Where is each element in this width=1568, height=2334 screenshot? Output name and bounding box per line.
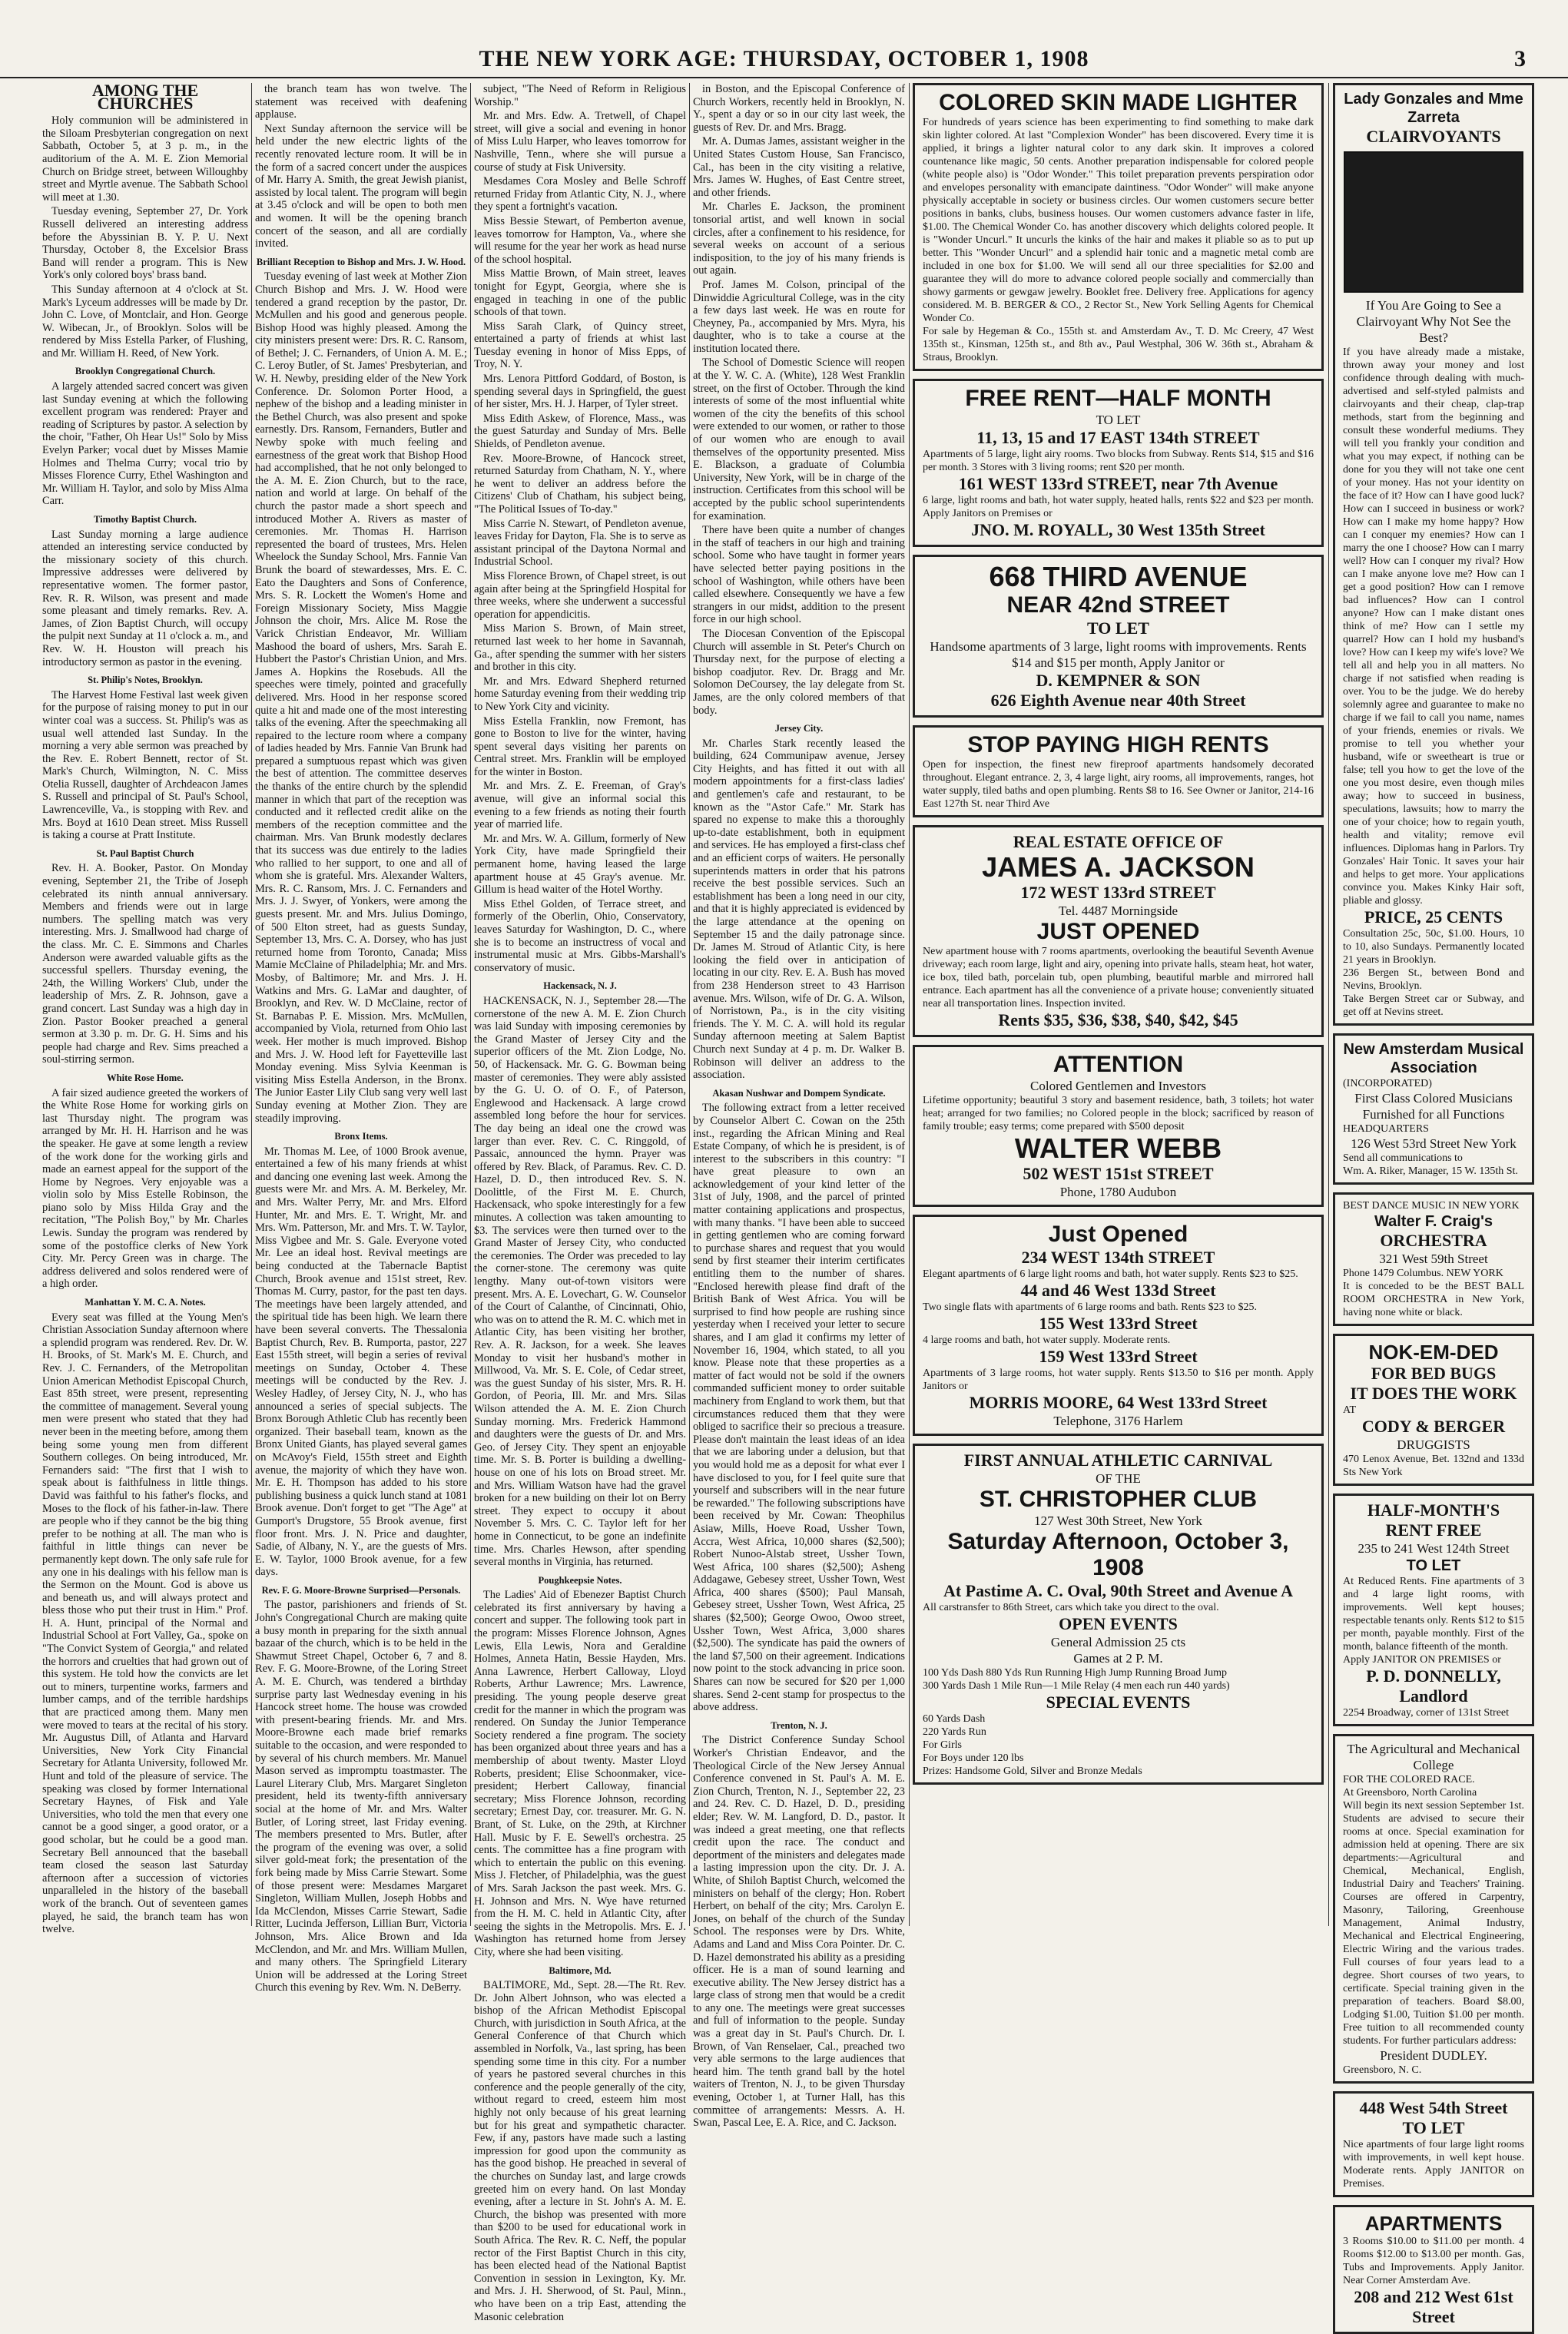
ad-headline: STOP PAYING HIGH RENTS xyxy=(967,732,1269,758)
article-body: A largely attended sacred concert was given last Sunday evening at which the following excellent program was rendered: Prayer and reading of Scriptures by pastor. A selection by the choir, "Father, Oh Hear Us!" Solo by Miss Evelyn Parker; vocal duet by Misses Mamie Holmes and Thelma Curry; vocal trio by Misses Florence Curry, Ethel Washington and Mr. William H. Taylor, and solo by Miss Alma Carr. xyxy=(42,380,248,508)
news-paragraph: Miss Carrie N. Stewart, of Pendleton avenue, leaves Friday for Dayton, Fla. She is to serve as assistant principal of the Daytona Normal and Industrial School. xyxy=(474,517,686,569)
article-body: A fair sized audience greeted the workers of the White Rose Home for working girls on last Thursday night. The program was arranged by Mr. H. H. Harrison and he was the speaker. He gave at some length a review of the work done for the working girls and made an earnest appeal for the support of the Home by Negroes. Very enjoyable was a violin solo by Miss Estelle Robinson, the piano solo by Miss Hilda Gray and the recitation, "The Polish Boy," by Mr. Charles Lewis. Sunday the program was rendered by some of the postoffice clerks of New York City. Mr. Percy Green was in charge. The address delivered and solos rendered were of a high order. xyxy=(42,1086,248,1291)
news-paragraph: Miss Estella Franklin, now Fremont, has gone to Boston to live for the winter, having spent several days visiting her parents on Central street. Mrs. Franklin will be employed for the winter in Boston. xyxy=(474,714,686,778)
ad-landlord: P. D. DONNELLY, Landlord xyxy=(1366,1666,1501,1706)
ad-agent: JNO. M. ROYALL, 30 West 135th Street xyxy=(971,520,1265,539)
article-body: Tuesday evening of last week at Mother Zion Church Bishop and Mrs. J. W. Hood were tendered a grand reception by the pastor, Dr. McMullen and his good and generous people. Bishop Hood was highly pleased. Among the city ministers present were: Drs. R. C. Ransom, of Bethel; J. C. Fernanders, of Union A. M. E.; C. Leroy Butler, of St. James' Presbyterian, and W. H. Newby, presiding elder of the New York Conference. Dr. Solomon Porter Hood, a nephew of the bishop and a leading minister in the Bethel Church, was also present and spoke earnestly. Drs. Ransom, Fernanders, Butler and Newby spoke with much feeling and earnestness of the great work that Bishop Hood had accomplished, that he not only belonged to the A. M. E. Zion Church, but to the race, nation and world at large. On behalf of the church the pastor made a short speech and introduced Mother A. Rivers as master of ceremonies. Mr. Thomas H. Harrison represented the board of trustees, Mrs. Helen Wheelock the Sunday School, Mrs. Fannie Van Brunk the board of stewardesses, Mrs. E. C. Eato the Daughters and Sons of Conference, Mrs. S. R. Lockett the Women's Home and Foreign Missionary Society, Miss Maggie Johnson the choir, Mrs. Alice M. Rose the Varick Christian Endeavor, Mr. William Mashood the board of ushers, Mrs. Sarah E. Hubbert the Pastor's Christian Union, and Mrs. James A. Hopkins the Rosebuds. All the speeches were timely, pointed and gracefully delivered. Mrs. Hood in her response scored quite a hit and made one of the most interesting talks of the evening. After the speechmaking all repaired to the lecture room where a company of ladies headed by Mrs. Fannie Van Brunk had prepared a sumptuous repast which was given the best of attention. The committee deserves the thanks of the entire church by the splendid manner in which that part of the reception was conducted and it reflected credit alike on the members of the reception committee and the chairman. Mrs. Van Brunk modestly declares that its success was due entirely to the ladies who rallied to her support, to one and all of whom she is grateful. Mrs. Alexander Walters, Mrs. R. C. Ransom, Mrs. J. C. Fernanders and Mrs. J. J. Swyer, of Yonkers, were among the guests present. Mr. and Mrs. Julius Domingo, of 500 Elton street, had as guests Sunday, September 13, Mrs. C. A. Dorsey, who has just returned home from Toronto, Canada; Miss Mamie McClaine of Philadelphia; Mr. and Mrs. Mosby, of Baltimore; Mr. and Mrs. J. H. Watkins and Mrs. G. LaMar and daughter, of Brooklyn, and Rev. W. D McClaine, rector of St. Barnabas P. E. Mission. Mrs. McMullen, accompanied by Viola, returned from Ohio last week. Her mother is much improved. Bishop and Mrs. J. W. Hood left for Fayetteville last Monday evening. Miss Sylvia Keenman is visiting Miss Estella Anderson, in the Bronx. The Junior Easter Lily Club sang very well last Sunday evening at Mother Zion. They are steadily improving. xyxy=(255,270,467,1125)
ad-headline: ATTENTION xyxy=(1053,1052,1184,1077)
column-5-ads xyxy=(913,83,1324,1926)
ad-contact: Wm. A. Riker, Manager, 15 W. 135th St. xyxy=(1343,1165,1518,1177)
ad-colored-skin xyxy=(913,83,1324,371)
news-paragraph: Mr. A. Dumas James, assistant weigher in the United States Custom House, San Francisco, Cal., has been in the city visiting a relative, Mrs. James W. Hughes, of East Centre street, and other friends. xyxy=(693,135,905,199)
news-paragraph: Holy communion will be administered in the Siloam Presbyterian congregation on next Sabbath, October 5, at 3 p. m., in the auditorium of the A. M. E. Zion Memorial Church on Bridge street, between Willoughby street and Myrtle avenue. The Sabbath School will meet at 1.30. xyxy=(42,114,248,204)
news-paragraph: This Sunday afternoon at 4 o'clock at St. Mark's Lyceum addresses will be made by Dr. John C. Love, of Montclair, and Hon. George W. Wibecan, Jr., of Brooklyn. Solos will be rendered by Miss Estella Parker, of Flushing, and Mr. William H. Reed, of New York. xyxy=(42,283,248,360)
ad-body: 4 large rooms and bath, hot water supply. Moderate rents. xyxy=(923,1334,1171,1346)
news-paragraph: Mr. Charles E. Jackson, the prominent tonsorial artist, and well known in social circles, after a confinement to his residence, for several weeks on account of a serious indisposition, to the joy of his many friends is out again. xyxy=(693,201,905,277)
article-heading: Jersey City. xyxy=(774,723,824,734)
ad-prizes: Prizes: Handsome Gold, Silver and Bronze Medals xyxy=(923,1765,1142,1777)
article-body: Every seat was filled at the Young Men's Christian Association Sunday afternoon where a splendid program was rendered. Rev. Dr. W. H. Brooks, of St. Mark's M. E. Church, and Rev. J. C. Fernanders, of the Metropolitan Union American Methodist Episcopal Church, East 85th street, were present, representing the committee of management. Several young men were present who stated that they had never been in the meeting before, among them being some young men from different Southern colleges. On being introduced, Mr. Fernanders said: "The first that I wish to speak about is faithfulness in little things. David was faithful to his father's flocks, and Moses to the flock of his father-in-law. There are people who if they cannot be the big thing prefer to be nothing at all. The man who is faithful in little things can never be permanently kept down. The only safe rule for any one in his dealings with his fellow man is the Sermon on the Mount. God is above us and beneath us, and will always protect and bless those who put their trust in Him." Prof. H. A. Hunt, principal of the Normal and Industrial School at Fort Valley, Ga., spoke on "The Convict System of Georgia," and related the horrors and cruelties that had grown out of this system. He told how the convicts are let out to miners, turpentine works, farmers and lumber camps, and of the terrible hardships that are practiced among them. Many men were moved to tears at the recital of his story. Mr. Augustus Dill, of Atlanta and Harvard Universities, New York City Financial Secretary for Atlanta University, followed Mr. Hunt and told of the pleasure of service. The speaking was closed by former International Secretary Haynes, of Fisk and Yale Universities, who told the men that every one cannot be a good singer, a good orator, or a good scholar, but he could be a good man. Secretary Bell announced that the baseball team closed the season last Saturday afternoon after a succession of victories unparalleled in the history of the baseball work of the branch. Out of seventeen games played, he said, the branch team has won twelve. xyxy=(42,1311,248,1936)
ad-seller: CODY & BERGER xyxy=(1361,1417,1506,1436)
ad-telephone: Tel. 4487 Morningside xyxy=(1058,903,1178,918)
ad-body: It is conceded to be the BEST BALL ROOM ORCHESTRA in New York, having none white or black. xyxy=(1343,1281,1524,1318)
article-body: The District Conference Sunday School Worker's Christian Endeavor, and the Theological Circle of the New Jersey Annual Conference convened in St. Paul's A. M. E. Zion Church, Trenton, N. J., September 22, 23 and 24. Rev. C. D. Hazel, D. D., presiding elder; Rev. W. M. Langford, D. D., pastor. It was indeed a great meeting, one that reflects credit upon the race. The conduct and deportment of the ministers and delegates made a lasting impression upon the city. Dr. J. A. White, of Shiloh Baptist Church, welcomed the ministers on behalf of the clergy; Hon. Robert Herbert, on behalf of the city; Mrs. Carolyn E. Jones, on behalf of the church of the Sunday School. The responses were by Drs. White, Adams and Land and Miss Cora Pointer. Dr. C. D. Hazel demonstrated his ability as a presiding officer. He is a man of sound learning and executive ability. The New Jersey district has a large class of strong men that would be a credit to any one. The meetings were great successes and full of information to the people. Sunday was a great day in St. Paul's Church. Dr. I. Brown, of Van Renselaer, Cal., preached two very able sermons to the large audiences that heard him. The tenth grand ball by the hotel waiters of Trenton, N. J., to be given Thursday evening, October 1, at Turner Hall, has this committee of arrangements: Messrs. A. H. Swan, Pascal Lee, E. A. Rice, and C. Jackson. xyxy=(693,1734,905,2130)
newspaper-title: THE NEW YORK AGE: THURSDAY, OCTOBER 1, 1908 xyxy=(479,46,1089,71)
ad-lead: If You Are Going to See a Clairvoyant Why Not See the Best? xyxy=(1356,298,1511,345)
ad-subhead: NEAR 42nd STREET xyxy=(1006,592,1230,618)
ad-subhead: CLAIRVOYANTS xyxy=(1366,127,1501,146)
article-heading: Bronx Items. xyxy=(334,1131,388,1142)
article-body: BALTIMORE, Md., Sept. 28.—The Rt. Rev. Dr. John Albert Johnson, who was elected a bishop of the African Methodist Episcopal Church, with jurisdiction in South Africa, at the General Conference of that Church which assembled in Norfolk, Va., last spring, has been spending some time in this city. For a number of years he pastored several churches in this conference and the people generally of the city, without regard to creed, esteem him most highly not only because of his great learning but for his great and sympathetic character. Few, if any, pastors have made such a lasting impression for good upon the community as has the good bishop. He preached in several of the churches on Sunday last, and large crowds greeted him on every hand. On last Monday evening, after a lecture in St. John's A. M. E. Church, the bishop was presented with more than $200 to be used for educational work in South Africa. The Rev. R. C. Neff, the popular rector of the First Baptist Church in this city, has been elected head of the National Baptist Convention in session in Lexington, Ky. Mr. and Mrs. J. H. Sherwood, of St. Paul, Minn., who have been on a trip East, attending the Masonic celebration xyxy=(474,1979,686,2323)
ad-location: At Greensboro, North Carolina xyxy=(1343,1787,1477,1799)
ad-to-let: TO LET xyxy=(1406,1557,1461,1574)
ad-president: President DUDLEY. xyxy=(1380,2048,1487,2063)
news-paragraph: Miss Edith Askew, of Florence, Mass., was the guest Saturday and Sunday of Mrs. Belle Shields, of Pendleton avenue. xyxy=(474,412,686,451)
ad-craig-orchestra xyxy=(1333,1192,1534,1326)
news-paragraph: Miss Sarah Clark, of Quincy street, entertained a party of friends at whist last Tuesday evening in honor of Miss Epps, of Troy, N. Y. xyxy=(474,320,686,371)
ad-telephone: Phone 1479 Columbus. NEW YORK xyxy=(1343,1268,1503,1279)
ad-headline: JAMES A. JACKSON xyxy=(982,851,1255,883)
ad-address: 44 and 46 West 133d Street xyxy=(1020,1281,1216,1300)
news-paragraph: Next Sunday afternoon the service will be held under the new electric lights of the recently renovated lecture room. It will be in the form of a sacred concert under the auspices of Mr. Harry A. Smith, the great Jewish pianist, assisted by local talent. The program will begin at 3.45 o'clock and will be open to both men and women. It will be the opening branch concert of the season, and all are cordially invited. xyxy=(255,122,467,250)
ad-event-item: 60 Yards Dash xyxy=(923,1713,986,1725)
article-heading: Poughkeepsie Notes. xyxy=(538,1574,622,1586)
news-paragraph: Mr. and Mrs. Edw. A. Tretwell, of Chapel street, will give a social and evening in honor of Miss Lulu Harper, who leaves tomorrow for Nashville, Tenn., where she will pursue a course of study at Fisk University. xyxy=(474,110,686,174)
ad-to-let: TO LET xyxy=(1087,618,1149,638)
article-heading: Brooklyn Congregational Church. xyxy=(75,366,216,377)
ad-tagline: IT DOES THE WORK xyxy=(1350,1384,1517,1403)
ad-subhead: TO LET xyxy=(1096,413,1141,427)
article-body: The pastor, parishioners and friends of St. John's Congregational Church are making quite a busy month in preparing for the sixth annual bazaar of the church, which is to be held in the Shawmut Street Chapel, October 6, 7 and 8. Rev. F. G. Moore-Browne, of the Loring Street A. M. E. Church, was tendered a birthday surprise party last Wednesday evening in his Hancock street home. The house was crowded with present-bearing friends. Mr. and Mrs. Moore-Browne each made brief remarks suitable to the occasion, and were responded to by several of his church members. Mr. Manuel Mason served as impromptu toastmaster. The Laurel Literary Club, Mrs. Margaret Singleton president, held its twenty-fifth anniversary social at the home of Mr. and Mrs. Walter Butler, of Loring street, last Friday evening. The members presented to Mrs. Butler, after the program of the evening was over, a solid silver gold-meat fork; the presentation of the fork being made by Miss Carrie Stewart. Some of those present were: Mesdames Margaret Singleton, William Mullen, Joseph Hobbs and Ida McClendon, Misses Carrie Stewart, Sadie Ritter, Lucinda Jefferson, Lillian Burr, Victoria Johnson, Mrs. Alice Brown and Ida McClendon, and Mr. and Mrs. William Mullen, and many others. The Springfield Literary Union will be addressed at the Loring Street Church this evening by Rev. Wm. N. DeBerry. xyxy=(255,1599,467,1994)
ad-address: 155 West 133rd Street xyxy=(1039,1314,1198,1333)
news-paragraph: Mrs. Lenora Pittford Goddard, of Boston, is spending several days in Springfield, the guest of her sister, Mrs. H. J. Harper, of Tyler street. xyxy=(474,373,686,411)
article-body: The following extract from a letter received by Counselor Albert C. Cowan on the 25th inst., regarding the African Mining and Real Estate Company, of which he is president, is of interest to the subscribers in this country: "I have great pleasure to own an acknowledgement of your kind letter of the 31st of July, 1908, and the parcel of printed matter containing applications and prospectus, with many thanks. "I have been able to succeed in getting gentlemen who are coming forward to purchase shares and request that you would send by first steamer their interim certificates entitling them to the number of shares. "Enclosed herewith please find draft of the British Bank of West Africa. You will be surprised to find how people are rushing since yesterday when I received your letter to secure shares, and I am glad it confirms my letter of November 16, 1904, which stated, to all you know. Please note that these properties as a matter of fact would not be sold if the owners commanded sufficient money to order suitable machinery from England to work them, but that circumstances reduced them that they were obliged to sacrifice their so precious a treasure. Please don't maintain the least ideas of an idea that we are laboring under a delusion, but that you would hold me as a deposit for what ever I have disclosed to you, for I feel quite sure that yourself and subscribers will in the near future be rewarded." The following subscriptions have been received by Mr. Cowan: Theophilus Asiaw, Mills, Hoeve Road, Ussher Town, Accra, West Africa, 10,000 shares ($2,500); Robert Nunoo-Alstab street, Ussher Town, West Africa, 100 shares ($2,500); Asheng Addagawe, Gebesey street, Ussher Town, West Africa, 400 shares ($500); Paul Mansah, Gebesey street, Ussher Town, West Africa, 25 shares ($2,500); George Owoo, Owoo street, Ussher Town, West Africa, 3,000 shares ($2,500). The syndicate has paid the owners of the land $7,500 on their agreement. Indications now point to the stock advancing in price soon. Shares can now be secured for $20 per 1,000 shares. Send 2-cent stamp for prospectus to the above address. xyxy=(693,1102,905,1714)
news-paragraph: The Diocesan Convention of the Episcopal Church will assemble in St. Peter's Church on Thursday next, for the purpose of electing a bishop coadjutor. Rev. Dr. Bragg and Mr. Solomon DeCoursey, the lay delegate from St. James, are the only colored members of that body. xyxy=(693,627,905,717)
ad-rents: Rents $35, $36, $38, $40, $42, $45 xyxy=(998,1010,1238,1029)
ad-headline: FIRST ANNUAL ATHLETIC CARNIVAL xyxy=(963,1450,1273,1470)
article-body: Last Sunday morning a large audience attended an interesting service conducted by the missionary society of this church. Impressive addresses were delivered by representative women. The former pastor, Rev. R. R. Wilson, was present and made some pleasant and timely remarks. Rev. A. James, of Zion Baptist Church, will occupy the pulpit next Sunday at 11 o'clock a. m., and Rev. W. H. Houston will preach his introductory sermon as pastor in the evening. xyxy=(42,528,248,668)
ad-address: 626 Eighth Avenue near 40th Street xyxy=(990,691,1246,710)
column-rule xyxy=(251,83,252,1926)
ad-body: First Class Colored Musicians Furnished for all Functions xyxy=(1354,1091,1513,1122)
ad-headline: NOK-EM-DED xyxy=(1368,1341,1499,1364)
news-paragraph: Mr. and Mrs. Edward Shepherd returned home Saturday evening from their wedding trip to New York City and vicinity. xyxy=(474,675,686,713)
ad-footer: For sale by Hegeman & Co., 155th st. and Amsterdam Av., T. D. Mc Creery, 47 West 135th st., Kinsman, 125th st., and 8th av., Paul Westphal, 306 W. 36th st., Abraham & Straus, Brooklyn. xyxy=(923,326,1314,363)
ad-of: OF THE xyxy=(1096,1471,1141,1486)
ad-body: All carstransfer to 86th Street, cars which take you direct to the oval. xyxy=(923,1602,1219,1613)
ad-consultation: Consultation 25c, 50c, $1.00. Hours, 10 to 10, also Sundays. Permanently located 21 years in Brooklyn. xyxy=(1343,928,1524,966)
ad-moore xyxy=(913,1215,1324,1436)
ad-jackson xyxy=(913,825,1324,1037)
article-body: The Harvest Home Festival last week given for the purpose of raising money to put in our winter coal was a success. St. Philip's was as usual well attended last Sunday. In the morning a very able sermon was preached by the Rev. E. Robert Bennett, rector of St. Mark's Church, Wilmington, N. C. Miss Otelia Russell, daughter of Archdeacon James S. Russell and principal of St. Paul's School, Lawrenceville, Va., is stopping with Rev. and Mrs. Boyd at 1610 Dean street. Miss Russell is taking a course at Pratt Institute. xyxy=(42,688,248,842)
ad-address: 470 Lenox Avenue, Bet. 132nd and 133d Sts New York xyxy=(1343,1454,1524,1478)
column-rule xyxy=(1328,83,1329,1926)
article-heading: Rev. F. G. Moore-Browne Surprised—Personals. xyxy=(261,1584,461,1596)
ad-kind: DRUGGISTS xyxy=(1397,1437,1470,1452)
ad-telephone: Telephone, 3176 Harlem xyxy=(1053,1414,1183,1428)
ad-headline: Walter F. Craig's xyxy=(1374,1213,1493,1230)
ad-body: Lifetime opportunity; beautiful 3 story and basement residence, bath, 3 toilets; hot water heat; arranged for two families; no Colored people in the block; sacrificed by reason of family trouble; easy terms; come prepared with $500 deposit xyxy=(923,1095,1314,1132)
news-paragraph: Miss Florence Brown, of Chapel street, is out again after being at the Springfield Hospital for three weeks, where she underwent a successful operation for appendicitis. xyxy=(474,569,686,621)
article-heading: Baltimore, Md. xyxy=(549,1964,612,1976)
ad-at: AT xyxy=(1343,1404,1357,1416)
ad-body: Will begin its next session September 1st. Students are advised to secure their rooms at once. Special examination for admission held at opening. There are six departments:—Agricultural and Chemical, Mechanical, English, Industrial Dairy and Teachers' Training. Courses are offered in Carpentry, Masonry, Tailoring, Greenhouse Management, Animal Industry, Mechanical and Electrical Engineering, Electric Wiring and the various trades. Full courses of four years lead to a degree. Short courses of two years, to certificate. Special training given in the preparation of teachers. Board $8.00, Lodging $1.00, Tuition $1.00 per month. Free tuition to all recommended county students. For further particulars address: xyxy=(1343,1800,1524,2047)
ad-headline: Just Opened xyxy=(1048,1222,1188,1247)
ad-body: If you have already made a mistake, thrown away your money and lost confidence through dealing with much-advertised and self-styled palmists and clairvoyants and their cheap, clap-trap methods, start from the beginning and consult these wonderful mediums. They will tell you frankly your condition and what you may expect, if nothing can be done for you they will not take one cent of your money. Has not your identity on the face of it? How can I have good luck? How can I succeed in business or work? How can I make my home happy? How can I conquer my enemies? How can I marry the one I choose? How can I marry well? How can I conquer my rival? How can I make anyone love me? How can I get a good position? How can I remove bad influences? How can I control anyone? How can I make distant ones think of me? How can I settle my quarrel? How can I hold my husband's love? How can I keep my wife's love? We tell all and help you in all matters. No charge if not satisfied when reading is over. You to be the judge. We do hereby solemnly agree and guarantee to make no charge if we fail to call you name, names of your friends, enemies or rivals. We promise to tell you whether your husband, wife or sweetheart is true or false; tell you how to get the love of the one you most desire, even though miles away; how to succeed in business, speculations, lawsuits; how to marry the one of your choice; how to regain youth, health and vitality; remove evil influences. Diplomas hang in Parlors. Try Gonzales' Hair Tonic. It saves your hair and helps to get more. Your applications convince you. Makes Kinky Hair soft, pliable and glossy. xyxy=(1343,346,1524,907)
ad-subhead: FOR THE COLORED RACE. xyxy=(1343,1774,1475,1785)
article-heading: Akasan Nushwar and Dompem Syndicate. xyxy=(712,1087,886,1099)
ad-body: New apartment house with 7 rooms apartments, overlooking the beautiful Seventh Avenue driveway; each room large, light and airy, opening into private halls, steam heat, hot water, ice box, tiled bath, porcelain tub, open plumbing, beautiful marble and mirrored hall entrance. Each apartment has all the convenience of a private house; conveniently situated near all transportation lines. Inspection invited. xyxy=(923,946,1314,1010)
ad-event-note: For Girls xyxy=(923,1739,962,1751)
ad-note: Send all communications to xyxy=(1343,1152,1463,1164)
ad-headline: Lady Gonzales and Mme Zarreta xyxy=(1344,91,1523,126)
ad-carnival xyxy=(913,1444,1324,1785)
article-heading: Brilliant Reception to Bishop and Mrs. J. W. Hood. xyxy=(256,256,466,267)
ad-body: Handsome apartments of 3 large, light rooms with improvements. Rents $14 and $15 per month, Apply Janitor or xyxy=(930,639,1307,670)
article-heading: St. Philip's Notes, Brooklyn. xyxy=(88,675,203,686)
ad-directions: Take Bergen Street car or Subway, and get off at Nevins street. xyxy=(1343,993,1524,1018)
column-rule xyxy=(689,83,690,1926)
column-rule xyxy=(470,83,471,1926)
news-paragraph: Miss Marion S. Brown, of Main street, returned last week to her home in Savannah, Ga., after spending the summer with her sisters and brother in this city. xyxy=(474,622,686,674)
ad-nokemded xyxy=(1333,1334,1534,1486)
ad-headline: FREE RENT—HALF MONTH xyxy=(965,386,1271,411)
ad-landlord-address: 2254 Broadway, corner of 131st Street xyxy=(1343,1707,1510,1719)
ad-headline: 448 West 54th Street xyxy=(1359,2098,1508,2117)
ad-address: 321 West 59th Street xyxy=(1379,1252,1488,1266)
news-paragraph: The School of Domestic Science will reopen at the Y. W. C. A. (White), 128 West Franklin street, on the first of October. Through the kind interests of some of the most influential white women of the city the benefits of this school were extended to our women, or rather to those of our women who are enough to avail themselves of the opportunity presented. Miss E. Blackson, a graduate of Columbia University, New York, will be in charge of the instruction. Certificates from this school will be accepted by the public school superintendents for examination. xyxy=(693,356,905,522)
news-paragraph: Miss Bessie Stewart, of Pemberton avenue, leaves tomorrow for Hampton, Va., where she will resume for the year her work as head nurse of the school hospital. xyxy=(474,214,686,266)
ad-stop-paying xyxy=(913,725,1324,817)
ad-headline: 668 THIRD AVENUE xyxy=(989,561,1248,592)
article-heading: Manhattan Y. M. C. A. Notes. xyxy=(85,1297,206,1308)
article-heading: Timothy Baptist Church. xyxy=(94,514,197,525)
ad-free-rent xyxy=(913,379,1324,547)
ad-events: 300 Yards Dash 1 Mile Run—1 Mile Relay (4 men each run 440 yards) xyxy=(923,1680,1230,1692)
ad-hq: HEADQUARTERS xyxy=(1343,1123,1429,1135)
column-3 xyxy=(474,83,686,2323)
section-heading: AMONG THE CHURCHES xyxy=(91,81,199,113)
article-heading: Trenton, N. J. xyxy=(771,1719,827,1731)
news-paragraph: There have been quite a number of changes in the staff of teachers in our high and training school. Some who have taught in former years have selected better paying positions in the school of Washington, while others have been called elsewhere. Consequently we have a few strangers in our midst, addition to the present force in our high school. xyxy=(693,524,905,626)
ad-telephone: Phone, 1780 Audubon xyxy=(1059,1185,1177,1199)
ad-webb xyxy=(913,1045,1324,1207)
ad-place: At Pastime A. C. Oval, 90th Street and Avenue A xyxy=(943,1581,1294,1600)
ad-body: Nice apartments of four large light rooms with improvements, in well kept house. Moderate rents. Apply JANITOR on Premises. xyxy=(1343,2139,1524,2190)
ad-incorporated: (INCORPORATED) xyxy=(1343,1078,1432,1089)
news-paragraph: the branch team has won twelve. The statement was received with deafening applause. xyxy=(255,83,467,121)
ad-address: 159 West 133rd Street xyxy=(1039,1347,1198,1366)
ad-headline: New Amsterdam Musical Association xyxy=(1343,1041,1524,1076)
ad-events: 100 Yds Dash 880 Yds Run Running High Jump Running Broad Jump xyxy=(923,1667,1228,1679)
ad-place: Greensboro, N. C. xyxy=(1343,2064,1422,2076)
ad-address: 172 WEST 133rd STREET xyxy=(1020,883,1216,902)
column-4 xyxy=(693,83,905,2130)
ad-body: Apartments of 5 large, light airy rooms. Two blocks from Subway. Rents $14, $15 and $16 per month. 3 Stores with 3 living rooms; rent $20 per month. xyxy=(923,449,1314,473)
ad-event-item: 220 Yards Run xyxy=(923,1726,986,1738)
ad-address: 234 WEST 134th STREET xyxy=(1021,1248,1215,1267)
ad-date: Saturday Afternoon, October 3, 1908 xyxy=(947,1529,1289,1580)
column-6-ads xyxy=(1333,83,1534,2326)
news-paragraph: Miss Mattie Brown, of Main street, leaves tonight for Egypt, Georgia, where she is engaged in teaching in one of the public schools of that town. xyxy=(474,267,686,319)
ad-address: 161 WEST 133rd STREET, near 7th Avenue xyxy=(958,474,1278,493)
ad-body: Two single flats with apartments of 6 large rooms and bath. Rents $23 to $25. xyxy=(923,1301,1258,1313)
masthead xyxy=(0,46,1568,78)
ad-headline: HALF-MONTH'S RENT FREE xyxy=(1367,1500,1500,1540)
ad-body: Apartments of 3 large rooms, hot water supply. Rents $13.50 to $16 per month. Apply Janitors or xyxy=(923,1368,1314,1392)
ad-body: For hundreds of years science has been experimenting to find something to make dark skin lighter colored. At last "Complexion Wonder" has been discovered. Every time it is applied, it brings a lighter natural color to any dark skin. It improves a colored countenance like magic, 50 cents. Another preparation indispensable for colored people (white people also) is "Odor Wonder." This toilet preparation prevents perspiration odor and envelopes personality with emancipate daintiness. "Odor Wonder" will make anyone physically acceptable in society or business circles. Our women customers secure better positions in banks, clubs, business houses. Our women customers advance faster in life, $1.00. The Chemical Wonder Co. has another discovery which delights colored people. It is "Wonder Uncurl." It uncurls the kinks of the hair and makes it pliable so as to put up better. This "Wonder Uncurl" and a splendid hair tonic and a magnetic metal comb are included in one box for $1.00. We will send all our three specialities for $2.00 and guarantee they will do more to advance colored people socially and commercially than showy garments or gewgaw jewelry. Booklet free. Delivery free. Applications for agency considered. M. B. BERGER & CO., 2 Rector St., New York Selling Agents for Chemical Wonder Co. xyxy=(923,117,1314,324)
ad-games-time: Games at 2 P. M. xyxy=(1073,1651,1163,1666)
article-heading: St. Paul Baptist Church xyxy=(96,847,194,859)
ad-body: 6 large, light rooms and bath, hot water supply, heated halls, rents $22 and $23 per month. Apply Janitors on Premises or xyxy=(923,495,1314,519)
ad-clairvoyants xyxy=(1333,83,1534,1026)
article-body: Rev. H. A. Booker, Pastor. On Monday evening, September 21, the Tribe of Joseph celebrated its ninth annual anniversary. Members and friends were out in large numbers. The spelling match was very interesting. Mrs. J. Smallwood had charge of the class. Mr. C. E. Simmons and Charles Anderson were awarded valuable gifts as the successful spellers. Thursday evening, the 24th, the Willing Workers' Club, under the leadership of Mrs. Z. R. Johnson, gave a grand concert. Last Sunday was a high day in Zion. Pastor Booker preached a general sermon at 3.30 p. m. Dr. G. H. Sims and his people had charge and Rev. Sims preached a soul-stirring sermon. xyxy=(42,862,248,1066)
ad-to-let: TO LET xyxy=(1402,2118,1465,2137)
article-body: Mr. Charles Stark recently leased the building, 624 Communipaw avenue, Jersey City Heights, and has fitted it out with all modern appointments for a first-class ladies' and gentlemen's cafe and restaurant, to be known as the "Astor Cafe." Mr. Stark has spared no expense to make this a thoroughly up-to-date establishment, both in equipment and services. He has employed a first-class chef and an efficient corps of waiters. He personally superintends matters in order that his patrons receive the best possible services. Such an establishment has been a long need in our city, and that it is highly appreciated is evidenced by the large attendance at the opening on September 15 and the daily patronage since. Dr. James M. Stroud of Atlantic City, is here looking the field over in anticipation of locating in our city. Rev. E. A. Bush has moved from 238 Henderson street to 43 Harrison avenue. Mrs. Wilson, wife of Dr. G. A. Wilson, of Norristown, Pa., is in the city visiting friends. The Y. M. C. A. will hold its regular Sunday afternoon meeting at Salem Baptist Church next Sunday at 4 p. m. Dr. Walker B. Robinson will deliver an address to the association. xyxy=(693,737,905,1082)
ad-body: 3 Rooms $10.00 to $11.00 per month. 4 Rooms $12.00 to $13.00 per month. Gas, Tubs and Improvements. Apply Janitor. Near Corner Amsterdam Ave. xyxy=(1343,2236,1524,2286)
ad-event-note: For Boys under 120 lbs xyxy=(923,1752,1024,1764)
article-body: HACKENSACK, N. J., September 28.—The cornerstone of the new A. M. E. Zion Church was laid Sunday with imposing ceremonies by the Grand Master of Jersey City and the superior officers of the Mt. Zion Lodge, No. 50, of Hackensack. Mr. G. G. Bowman being master of ceremonies. They were ably assisted by the G. U. O. of O. F., of Paterson, Englewood and Hackensack. A large crowd assembled long before the hour for services. The day being an ideal one the crowd was larger than ever. Rev. C. C. Ringgold, of Passaic, announced the hymn. Prayer was offered by Rev. Black, of Paramus. Rev. C. D. Hazel, D. D., then introduced Rev. S. N. Doolittle, of the First M. E. Church, Hackensack, who spoke interestingly for a few minutes. A collection was taken amounting to $3. The services were then turned over to the Grand Master of Jersey City, who conducted the ceremonies. The Order was preceded to lay the corner-stone. The ceremony was quite lengthy. Many out-of-town visitors were present. Mrs. A. E. Lovechart, G. W. Counselor of the Court of Calanthe, of Cincinnati, Ohio, who was on to attend the R. M. C. which met in Atlantic City, has been visiting her brother, Rev. A. R. Jackson, for a week. She leaves Monday to visit her husband's mother in Millwood, Va. Mr. S. E. Cole, of Cedar street, was the guest Sunday of his sister, Mrs. R. H. Gordon, of Peoria, Ill. Mr. and Mrs. Silas Wilson attended the A. M. E. Zion Church Sunday morning. Mrs. Frederick Hammond and daughters were the guests of Dr. and Mrs. Geo. of Jersey City. They spent an enjoyable time. Mr. S. B. Porter is building a dwelling-house on one of his lots on Broad street. Mr. and Mrs. William Watson have had the gravel broken for a new building on their lot on Berry street. They expect to occupy it about November 5. Mrs. C. C. Taylor left for her home in Connecticut, to be gone an indefinite time. Mrs. Charles Hewson, after spending several months in Virginia, has returned. xyxy=(474,994,686,1569)
news-paragraph: Rev. Moore-Browne, of Hancock street, returned Saturday from Chatham, N. Y., where he went to deliver an address before the Citizens' Club of Chatham, his subject being, "The Political Issues of To-day." xyxy=(474,452,686,516)
article-heading: White Rose Home. xyxy=(107,1072,184,1083)
ad-tagline: BEST DANCE MUSIC IN NEW YORK xyxy=(1343,1200,1520,1212)
article-body: Mr. Thomas M. Lee, of 1000 Brook avenue, entertained a few of his many friends at whist and dancing one evening last week. Among the guests were Mr. and Mrs. A. M. Berkeley, Mr. and Mrs. Walter Perry, Mr. and Mrs. Elford Hunter, Mr. and Mrs. E. T. Wright, Mr. and Mrs. Wm. Patterson, Mr. and Mrs. T. W. Taylor, Miss Vigbee and Mr. S. Gale. Everyone voted Mr. Lee an ideal host. Revival meetings are being conducted at the Tabernacle Baptist Church, Brook avenue and 151st street, Rev. Thomas M. Curry, pastor, for the past ten days. The meetings have been largely attended, and the spiritual tide has been high. We learn there have been several converts. The Thessalonia Baptist Church, Rev. B. Rumporta, pastor, 227 East 155th street, will begin a series of revival meetings on Sunday, October 4. These meetings will be conducted by the Rev. J. Wesley Hadley, of Jersey City, N. J., who has announced a series of special subjects. The Bronx Borough Athletic Club has recently been organized. Their baseball team, known as the Bronx United Giants, has played several games on McAvoy's Field, 155th street and Eighth avenue, the majority of which they have won. Mr. E. H. Thompson has added to his store publishing business a quick lunch stand at 1081 Brook avenue. Don't forget to get "The Age" at Gumport's Drugstore, 55 Brook avenue, first floor front. Mrs. J. N. Price and daughter, Sadie, of Albany, N. Y., are the guests of Mrs. E. W. Taylor, 1000 Brook avenue, for a few days. xyxy=(255,1145,467,1579)
page-number: 3 xyxy=(1514,46,1526,71)
ad-agent: D. KEMPNER & SON xyxy=(1036,671,1201,690)
news-paragraph: Mr. and Mrs. W. A. Gillum, formerly of New York City, have made Springfield their permanent home, having leased the large apartment house at 45 Gray's avenue. Mr. Gillum is head waiter of the Hotel Worthy. xyxy=(474,832,686,897)
ad-apply: Apply JANITOR ON PREMISES or xyxy=(1343,1654,1501,1666)
ad-address: 235 to 241 West 124th Street xyxy=(1357,1541,1510,1556)
ad-special-events: SPECIAL EVENTS xyxy=(1046,1692,1191,1712)
ad-address: 127 West 30th Street, New York xyxy=(1034,1513,1202,1528)
ad-subhead: JUST OPENED xyxy=(1036,919,1200,944)
article-heading: Hackensack, N. J. xyxy=(543,980,617,992)
column-1 xyxy=(42,81,248,1936)
news-paragraph: subject, "The Need of Reform in Religious Worship." xyxy=(474,83,686,108)
ad-agent: MORRIS MOORE, 64 West 133rd Street xyxy=(969,1393,1268,1412)
ad-body: Elegant apartments of 6 large light rooms and bath, hot water supply. Rents $23 to $25. xyxy=(923,1268,1298,1280)
news-paragraph: Miss Ethel Golden, of Terrace street, and formerly of the Oberlin, Ohio, Conservatory, leaves Saturday for Washington, D. C., where she is to become an instructress of vocal and instrumental music at Mrs. Gibbs-Marshall's conservatory of music. xyxy=(474,897,686,974)
ad-office: REAL ESTATE OFFICE OF xyxy=(1013,832,1224,851)
news-paragraph: in Boston, and the Episcopal Conference of Church Workers, recently held in Brooklyn, N. Y., spent a day or so in our city last week, the guests of Rev. Dr. and Mrs. Bragg. xyxy=(693,83,905,134)
ad-address: 502 WEST 151st STREET xyxy=(1023,1164,1214,1183)
news-paragraph: Mesdames Cora Mosley and Belle Schroff returned Friday from Atlantic City, N. J., where they spent a fortnight's vacation. xyxy=(474,175,686,214)
ad-address: 126 West 53rd Street New York xyxy=(1351,1136,1517,1151)
article-body: The Ladies' Aid of Ebenezer Baptist Church celebrated its first anniversary by having a concert and supper. The following took part in the program: Misses Florence Johnson, Agnes Lewis, Ella Lewis, Nora and Geraldine Holmes, Anneta Hatin, Bessie Hayden, Mrs. Anna Lawrence, Herbert Calloway, Lloyd Roberts, Arthur Lawrence; Mrs. Lawrence, presiding. The young people deserve great credit for the manner in which the program was rendered. On Sunday the Junior Temperance Society rendered a fine program. The society has been organized about three years and has a membership of about twenty. Master Lloyd Roberts, president; Elise Schoonmaker, vice-president; Herbert Calloway, financial secretary; Miss Florence Johnson, recording secretary; Ernest Day, cor. treasurer. Mr. G. N. Brant, of St. Luke, on the 29th, at Kirchner Hall. Music by F. E. Sewell's orchestra. 25 cents. The committee has a fine program with which to entertain the public on this evening. Miss J. Fletcher, of Philadelphia, was the guest of Mrs. Sarah Jackson the past week. Mrs. G. H. Johnson and Mrs. N. Wye have returned from the H. M. C. held in Atlantic City, after seeing the sights in the Metropolis. Mrs. E. J. Washington has returned home from Jersey City, where she had been visiting. xyxy=(474,1589,686,1958)
portrait-photo xyxy=(1344,151,1523,293)
ad-musical-association xyxy=(1333,1033,1534,1185)
ad-agricultural-college xyxy=(1333,1734,1534,2084)
ad-subhead: FOR BED BUGS xyxy=(1371,1364,1497,1383)
news-paragraph: Mr. and Mrs. Z. E. Freeman, of Gray's avenue, will give an informal social this evening to a few friends as noting their fourth year of married life. xyxy=(474,780,686,831)
ad-apartments xyxy=(1333,2205,1534,2334)
ad-headline: APARTMENTS xyxy=(1364,2212,1503,2235)
ad-subhead: ORCHESTRA xyxy=(1380,1231,1487,1250)
ad-club: ST. CHRISTOPHER CLUB xyxy=(979,1487,1258,1512)
ad-name: WALTER WEBB xyxy=(1014,1132,1222,1164)
ad-third-avenue xyxy=(913,555,1324,718)
news-paragraph: Tuesday evening, September 27, Dr. York Russell delivered an interesting address before the Abyssinian B. Y. P. U. Next Thursday, October 8, the Excelsior Brass Band will render a program. This is New York's only colored boys' brass band. xyxy=(42,205,248,282)
column-rule xyxy=(909,83,910,1926)
ad-admission: General Admission 25 cts xyxy=(1050,1635,1186,1649)
ad-headline: The Agricultural and Mechanical College xyxy=(1347,1742,1520,1772)
column-2 xyxy=(255,83,467,1994)
news-paragraph: Prof. James M. Colson, principal of the Dinwiddie Agricultural College, was in the city a few days last week. He was en route for Cheyney, Pa., accompanied by Mrs. Myra, his daughter, who is to take a course at the institution located there. xyxy=(693,278,905,355)
ad-body: Open for inspection, the finest new fireproof apartments handsomely decorated throughout. Elegant entrance. 2, 3, 4 large light, airy rooms, all improvements, ranges, hot water supply, tiled baths and open plumbing. Rents $8 to 16. See Owner or Janitor, 214-16 East 127th St. near Third Ave xyxy=(923,759,1314,810)
ad-54th-street xyxy=(1333,2091,1534,2197)
ad-address: 208 and 212 West 61st Street xyxy=(1354,2287,1513,2326)
ad-address: 236 Bergen St., between Bond and Nevins, Brooklyn. xyxy=(1343,967,1524,992)
ad-donnelly xyxy=(1333,1494,1534,1726)
ad-headline: COLORED SKIN MADE LIGHTER xyxy=(939,90,1298,115)
ad-open-events: OPEN EVENTS xyxy=(1059,1614,1178,1633)
ad-price: PRICE, 25 CENTS xyxy=(1364,907,1503,927)
ad-address: 11, 13, 15 and 17 EAST 134th STREET xyxy=(976,428,1260,447)
ad-subhead: Colored Gentlemen and Investors xyxy=(1030,1079,1206,1093)
ad-body: At Reduced Rents. Fine apartments of 3 and 4 large light rooms, with improvements. Well kept houses; respectable tenants only. Rents $12 to $15 per month, payable monthly. First of the month, balance fifteenth of the month. xyxy=(1343,1576,1524,1653)
